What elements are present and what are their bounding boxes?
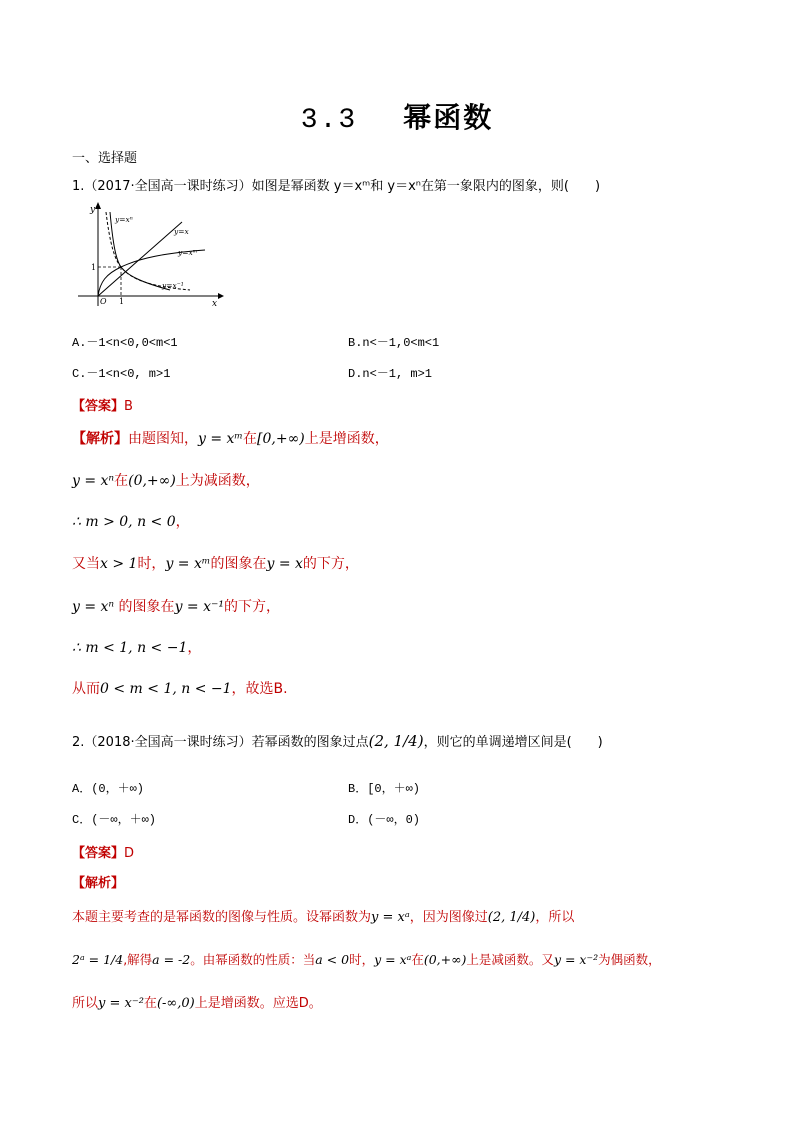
q2-analysis-label — [72, 872, 124, 891]
graph-one-x-label: 1 — [119, 297, 125, 306]
q1-analysis-line-6 — [72, 637, 201, 657]
text: 时， — [137, 556, 166, 572]
math: y = xᵃ — [371, 910, 410, 925]
math: ∴ m < 1, n < −1 — [72, 640, 188, 656]
math: y = xⁿ — [72, 599, 115, 615]
graph-label-x: y=x — [174, 227, 189, 236]
math: y = xᵐ — [198, 431, 244, 447]
text: 在 — [411, 952, 424, 967]
math: 2ᵃ = 1/4 — [72, 952, 124, 967]
math: y = x⁻² — [98, 996, 144, 1011]
text: 时， — [349, 952, 375, 967]
x-axis-arrow — [218, 293, 224, 299]
text: 上是减函数。又 — [466, 952, 554, 967]
q1-analysis-label: 【解析】 — [72, 431, 128, 447]
y-axis-arrow — [95, 202, 101, 209]
q1-graph — [70, 200, 230, 308]
graph-label-xn: y=xⁿ — [115, 215, 133, 224]
section-heading: 一、选择题 — [72, 151, 138, 166]
q1-answer-label: 【答案】 — [72, 399, 125, 414]
text: 上是增函数。应选D。 — [194, 996, 322, 1011]
text: ,解得 — [123, 952, 153, 967]
q1-analysis-line-4 — [72, 553, 359, 573]
math: y = xᵐ — [165, 556, 211, 572]
text: 本题主要考查的是幂函数的图像与性质。设幂函数为 — [72, 910, 372, 925]
text: 上为减函数， — [175, 473, 260, 489]
q1-option-b: B.n<－1,0<m<1 — [348, 336, 440, 350]
math: 0 < m < 1, n < −1 — [100, 681, 232, 697]
text: 上是增函数， — [304, 431, 389, 447]
q1-analysis-line-5 — [72, 596, 280, 616]
q2-answer — [72, 842, 134, 861]
text: ，因为图像过 — [409, 910, 488, 925]
math: x > 1 — [100, 556, 138, 572]
title-number: 3.3 — [300, 105, 358, 136]
math: y = x⁻¹ — [174, 599, 224, 615]
text: ， — [187, 640, 202, 656]
title-name: 幂函数 — [403, 101, 494, 134]
math: (0,+∞) — [423, 952, 467, 967]
text: 所以 — [72, 996, 99, 1011]
text: 【解析】 — [72, 876, 125, 891]
graph-x-label: x — [212, 299, 218, 308]
graph-label-xinv: y=x⁻¹ — [162, 281, 184, 290]
q2-answer-label: 【答案】 — [72, 846, 125, 861]
q1-stem: 1.（2017·全国高一课时练习）如图是幂函数 y＝xᵐ和 y＝xⁿ在第一象限内的图象，则( ) — [72, 179, 601, 194]
text: ，则它的单调递增区间是( ) — [423, 735, 603, 750]
math: y = x⁻² — [553, 952, 599, 967]
graph-label-xm: y=xᵐ — [178, 248, 198, 257]
q2-answer-value: D — [124, 846, 135, 861]
q1-answer — [72, 395, 133, 414]
text: 由题图知， — [128, 431, 198, 447]
q1-option-a: A.－1<n<0,0<m<1 — [72, 336, 178, 350]
text: 在 — [114, 473, 129, 489]
q2-analysis-line-2 — [72, 950, 661, 968]
text: 的下方， — [224, 599, 280, 615]
math: (-∞,0) — [156, 996, 195, 1011]
math: ∴ m > 0, n < 0 — [72, 514, 176, 530]
text: 。由幂函数的性质：当 — [190, 952, 316, 967]
math: (2, 1/4) — [368, 732, 424, 750]
q2-option-c: C．(－∞，＋∞) — [72, 813, 157, 827]
text: ，故选B. — [231, 681, 288, 697]
text: 的下方， — [302, 556, 359, 572]
q2-option-d: D．(－∞，0) — [348, 813, 421, 827]
text: 的图象在 — [210, 556, 267, 572]
text: 又当 — [72, 556, 100, 572]
math: (0,+∞) — [128, 473, 176, 489]
math: (2, 1/4) — [487, 910, 536, 925]
q1-analysis-line-2 — [72, 470, 260, 490]
q1-answer-value: B — [124, 399, 133, 414]
q2-analysis-line-1 — [72, 906, 574, 925]
q1-option-d: D.n<－1, m>1 — [348, 367, 433, 381]
math: a = -2 — [152, 952, 191, 967]
q1-analysis-line-3 — [72, 511, 190, 531]
text: 2.（2018·全国高一课时练习）若幂函数的图象过点 — [72, 735, 369, 750]
math: y = xᵃ — [374, 952, 412, 967]
text: ， — [175, 514, 190, 530]
text: 的图象在 — [114, 599, 175, 615]
math: a < 0 — [315, 952, 350, 967]
graph-origin-label: O — [100, 297, 107, 306]
math: y = xⁿ — [72, 473, 115, 489]
graph-one-y-label: 1 — [91, 263, 97, 272]
q2-option-a: A．(0，＋∞) — [72, 782, 145, 796]
math: [0,+∞) — [257, 431, 305, 447]
text: ，所以 — [535, 910, 575, 925]
q2-option-b: B．[0，＋∞) — [348, 782, 421, 796]
text: 在 — [143, 996, 157, 1011]
text: 从而 — [72, 681, 100, 697]
page-title — [0, 96, 794, 136]
graph-y-label: y — [90, 205, 96, 215]
math: y = x — [266, 556, 303, 572]
q1-option-c: C.－1<n<0, m>1 — [72, 367, 171, 381]
q1-analysis-line-1 — [72, 428, 389, 448]
text: 为偶函数， — [598, 952, 661, 967]
q2-stem — [72, 731, 603, 750]
q2-analysis-line-3 — [72, 992, 322, 1011]
q1-analysis-line-7 — [72, 678, 288, 698]
text: 在 — [243, 431, 258, 447]
